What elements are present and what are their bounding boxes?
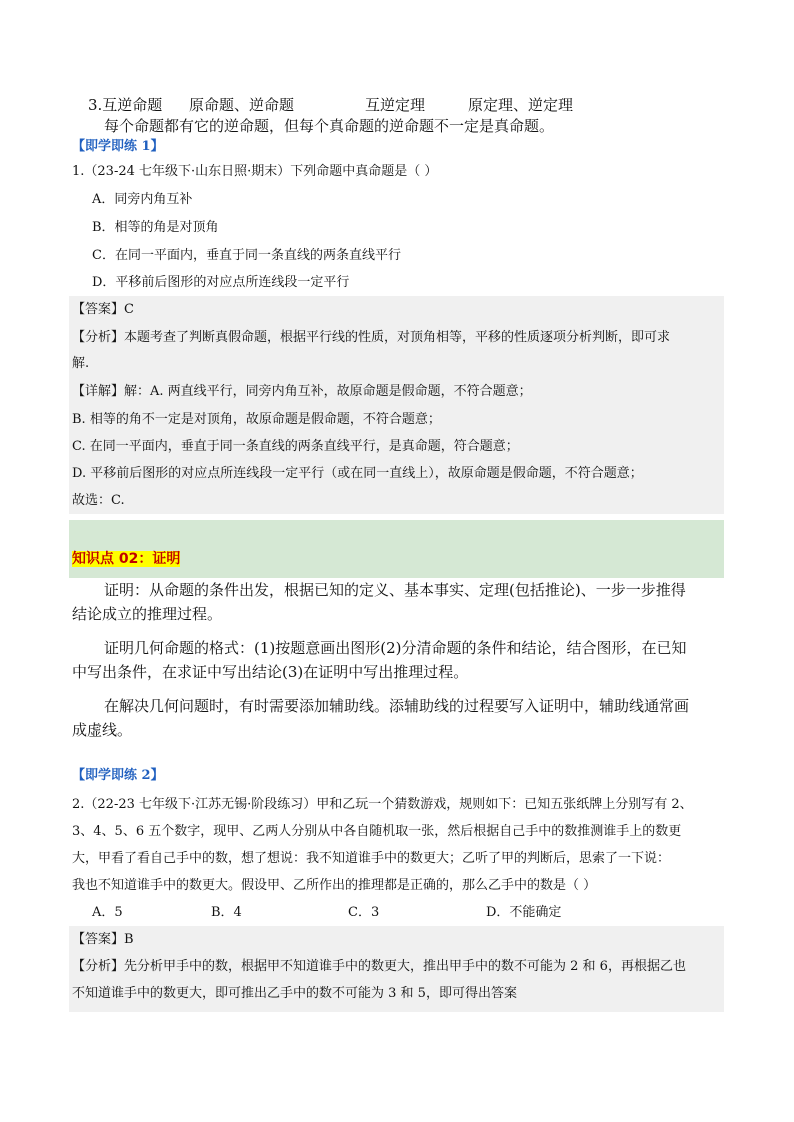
- practice2-answer: [72, 930, 134, 950]
- answer-value: C: [124, 302, 134, 317]
- analysis-label: 【分析】: [72, 330, 125, 345]
- detail-label: 【详解】: [72, 384, 125, 399]
- practice1-tag: 【即学即练 1】: [72, 139, 164, 154]
- knowledge-para2-l1: 证明几何命题的格式：(1)按题意画出图形(2)分清命题的条件和结论，结合图形，在已知: [104, 639, 687, 657]
- practice1-option-b: B．相等的角是对顶角: [92, 220, 219, 235]
- practice1-option-c: C．在同一平面内，垂直于同一条直线的两条直线平行: [92, 248, 401, 263]
- answer-label: 【答案】: [72, 302, 125, 317]
- practice1-analysis: [72, 328, 670, 348]
- knowledge-para2-l2: 中写出条件，在求证中写出结论(3)在证明中写出推理过程。: [72, 663, 469, 681]
- practice2-analysis: [72, 957, 686, 977]
- practice1-option-a: A．同旁内角互补: [92, 192, 193, 207]
- practice1-detail-c: C. 在同一平面内，垂直于同一条直线的两条直线平行，是真命题，符合题意；: [72, 439, 519, 454]
- analysis-text: 先分析甲手中的数，根据甲不知道谁手中的数更大，推出甲手中的数不可能为 2 和 6，再根据乙也: [124, 959, 686, 974]
- practice1-analysis-cont: 解.: [72, 356, 90, 371]
- answer-value: B: [124, 932, 134, 947]
- practice2-q-l4: 我也不知道谁手中的数更大。假设甲、乙所作出的推理都是正确的，那么乙手中的数是（ ）: [72, 878, 597, 893]
- practice2-option-c: C．3: [348, 905, 380, 920]
- knowledge-title: [72, 548, 180, 569]
- detail-text: 解：A. 两直线平行，同旁内角互补，故原命题是假命题，不符合题意；: [124, 384, 532, 399]
- practice2-option-d: D．不能确定: [486, 905, 562, 920]
- knowledge-para1-l1: 证明：从命题的条件出发，根据已知的定义、基本事实、定理(包括推论)、一步一步推得: [104, 581, 686, 599]
- practice1-question: 1.（23-24 七年级下·山东日照·期末）下列命题中真命题是（ ）: [72, 164, 438, 179]
- knowledge-para3-l1: 在解决几何问题时，有时需要添加辅助线。添辅助线的过程要写入证明中，辅助线通常画: [104, 697, 690, 715]
- practice1-detail-b: B. 相等的角不一定是对顶角，故原命题是假命题，不符合题意；: [72, 412, 441, 427]
- knowledge-para1-l2: 结论成立的推理过程。: [72, 605, 223, 623]
- item3-col4: 原定理、逆定理: [468, 96, 574, 114]
- item3-col2: 原命题、逆命题: [189, 96, 295, 114]
- analysis-label: 【分析】: [72, 959, 125, 974]
- practice2-option-a: A．5: [92, 905, 123, 920]
- practice1-option-d: D．平移前后图形的对应点所连线段一定平行: [92, 275, 350, 290]
- practice2-q-l3: 大，甲看了看自己手中的数，想了想说：我不知道谁手中的数更大；乙听了甲的判断后，思索了一下说：: [72, 851, 671, 866]
- practice1-detail-d: D. 平移前后图形的对应点所连线段一定平行（或在同一直线上），故原命题是假命题，不符合题意；: [72, 466, 643, 481]
- practice2-tag: 【即学即练 2】: [72, 768, 164, 783]
- item3-label: 3.互逆命题: [88, 96, 163, 114]
- practice2-q-l1: 2.（22-23 七年级下·江苏无锡·阶段练习）甲和乙玩一个猜数游戏，规则如下：已知五张纸牌上分别写有 2、: [72, 797, 693, 812]
- practice1-answer: [72, 300, 134, 320]
- item3-sentence: 每个命题都有它的逆命题，但每个真命题的逆命题不一定是真命题。: [104, 117, 555, 135]
- practice2-analysis-cont: 不知道谁手中的数更大，即可推出乙手中的数不可能为 3 和 5，即可得出答案: [72, 986, 517, 1001]
- answer-label: 【答案】: [72, 932, 125, 947]
- practice2-q-l2: 3、4、5、6 五个数字，现甲、乙两人分别从中各自随机取一张，然后根据自己手中的数推测谁手上的数更: [72, 824, 682, 839]
- knowledge-para3-l2: 成虚线。: [72, 721, 133, 739]
- analysis-text: 本题考查了判断真假命题，根据平行线的性质，对顶角相等，平移的性质逐项分析判断，即可求: [124, 330, 671, 345]
- practice2-option-b: B．4: [211, 905, 242, 920]
- knowledge-title-text: 知识点 02：证明: [72, 551, 181, 567]
- practice1-detail-conclusion: 故选：C.: [72, 493, 125, 508]
- item3-col3: 互逆定理: [365, 96, 426, 114]
- practice1-detail: [72, 382, 532, 402]
